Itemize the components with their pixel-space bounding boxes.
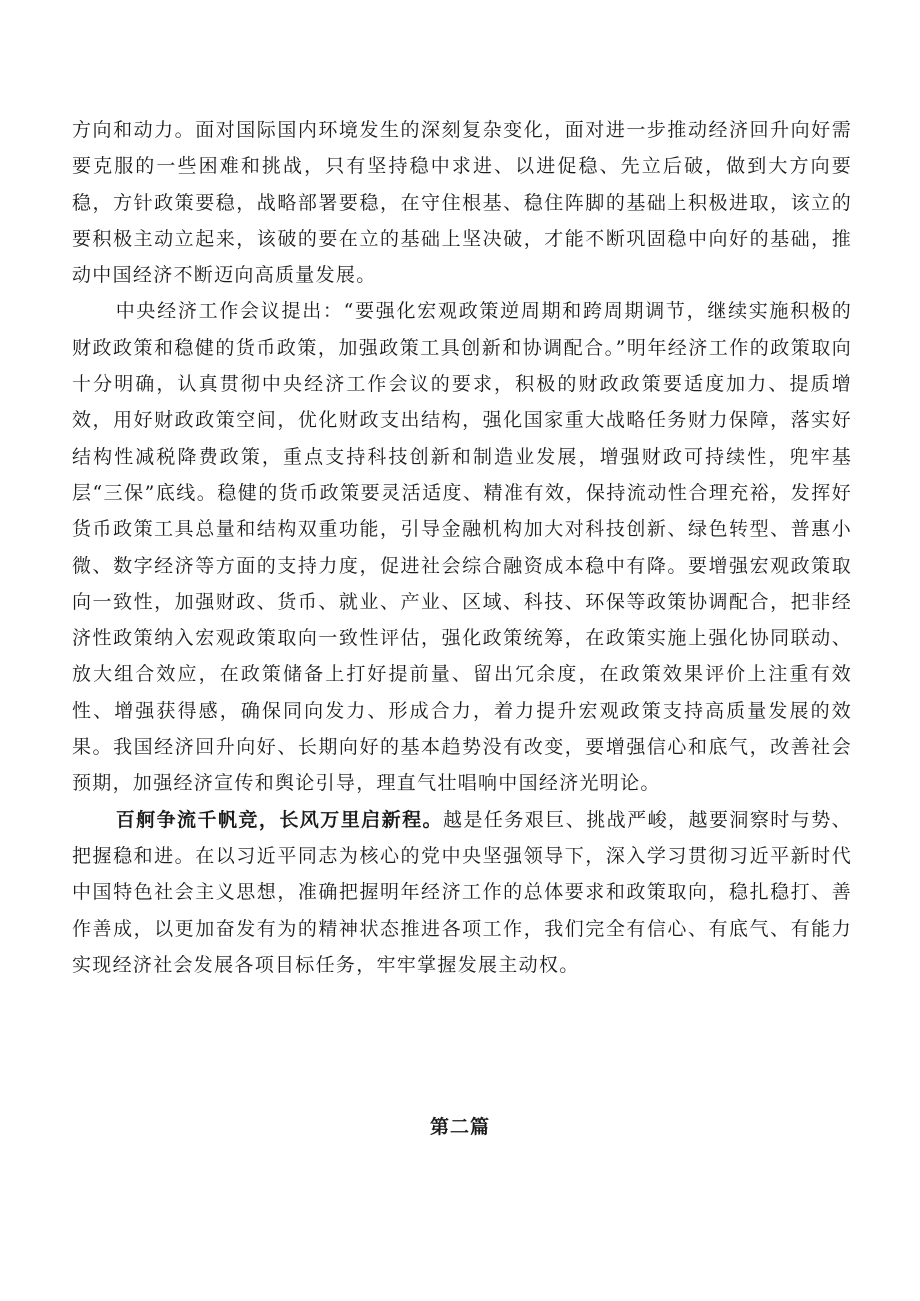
paragraph-conclusion-text: 越是任务艰巨、挑战严峻，越要洞察时与势、把握稳和进。在以习近平同志为核心的党中央坚强领导下，深入学习贯彻习近平新时代中国特色社会主义思想，准确把握明年经济工作的总体要求和政策取向，稳扎稳打、善作善成，以更加奋发有为的精神状态推进各项工作，我们完全有信心、有底气、有能力实现经济社会发展各项目标任务，牢牢掌握发展主动权。 — [72, 808, 852, 976]
section-heading: 第二篇 — [429, 1116, 490, 1138]
paragraph-continuation: 方向和动力。面对国际国内环境发生的深刻复杂变化，面对进一步推动经济回升向好需要克服的一些困难和挑战，只有坚持稳中求进、以进促稳、先立后破，做到大方向要稳，方针政策要稳，战略部署要稳，在守住根基、稳住阵脚的基础上积极进取，该立的要积极主动立起来，该破的要在立的基础上坚决破，才能不断巩固稳中向好的基础，推动中国经济不断迈向高质量发展。 — [72, 119, 852, 287]
paragraph-lead-sentence: 百舸争流千帆竞，长风万里启新程。 — [115, 808, 443, 831]
paragraph-fiscal-monetary-policy: 中央经济工作会议提出：“要强化宏观政策逆周期和跨周期调节，继续实施积极的财政政策和稳健的货币政策，加强政策工具创新和协调配合。”明年经济工作的政策取向十分明确，认真贯彻中央经济工作会议的要求，积极的财政政策要适度加力、提质增效，用好财政政策空间，优化财政支出结构，强化国家重大战略任务财力保障，落实好结构性减税降费政策，重点支持科技创新和制造业发展，增强财政可持续性，兜牢基层“三保”底线。稳健的货币政策要灵活适度、精准有效，保持流动性合理充裕，发挥好货币政策工具总量和结构双重功能，引导金融机构加大对科技创新、绿色转型、普惠小微、数字经济等方面的支持力度，促进社会综合融资成本稳中有降。要增强宏观政策取向一致性，加强财政、货币、就业、产业、区域、科技、环保等政策协调配合，把非经济性政策纳入宏观政策取向一致性评估，强化政策统筹，在政策实施上强化协同联动、放大组合效应，在政策储备上打好提前量、留出冗余度，在政策效果评价上注重有效性、增强获得感，确保同向发力、形成合力，着力提升宏观政策支持高质量发展的效果。我国经济回升向好、长期向好的基本趋势没有改变，要增强信心和底气，改善社会预期，加强经济宣传和舆论引导，理直气壮唱响中国经济光明论。 — [72, 300, 852, 795]
paragraph-conclusion — [72, 802, 852, 983]
document-body — [72, 112, 852, 983]
